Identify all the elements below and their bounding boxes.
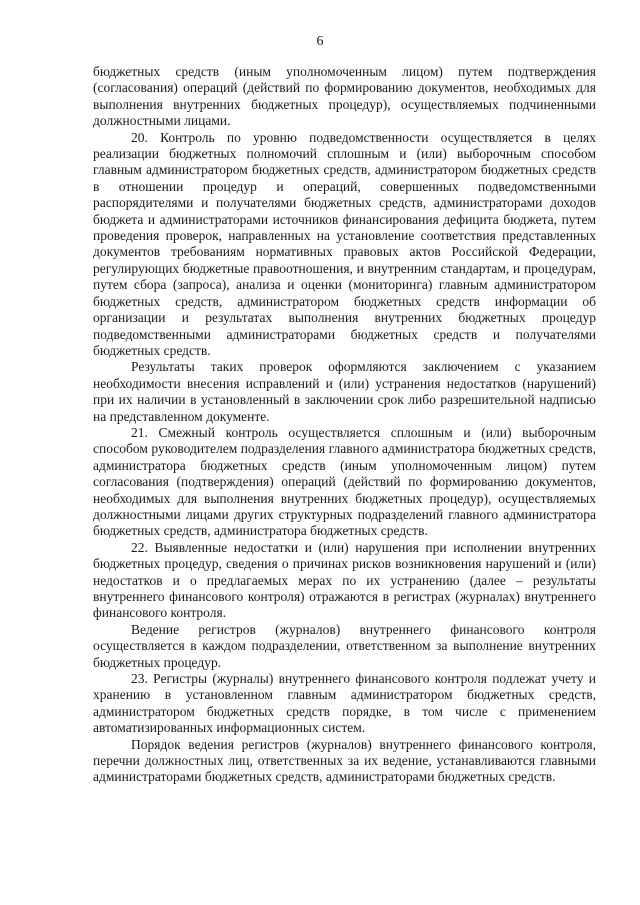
paragraph: бюджетных средств (иным уполномоченным лицом) путем подтверждения (согласования) операций (действий по формированию документов, необходимых для выполнения внутренних бюджетных процедур), осуществляемых подчиненными должностными лицами. [93, 64, 596, 129]
paragraph-clause-23: 23. Регистры (журналы) внутреннего финансового контроля подлежат учету и хранению в установленном главным администратором бюджетных средств, администратором бюджетных средств порядке, в том числе с применением автоматизированных информационных систем. [93, 671, 596, 736]
paragraph: Результаты таких проверок оформляются заключением с указанием необходимости внесения исправлений и (или) устранения недостатков (нарушений) при их наличии в установленный в заключении срок либо разрешительной надписью на представленном документе. [93, 359, 596, 424]
page-number: 6 [316, 34, 324, 49]
paragraph-clause-22: 22. Выявленные недостатки и (или) нарушения при исполнении внутренних бюджетных процедур, сведения о причинах рисков возникновения нарушений и (или) недостатков и о предлагаемых мерах по их устранению (далее – результаты внутреннего финансового контроля) отражаются в регистрах (журналах) внутреннего финансового контроля. [93, 539, 596, 621]
paragraph-clause-21: 21. Смежный контроль осуществляется сплошным и (или) выборочным способом руководителем подразделения главного администратора бюджетных средств, администратора бюджетных средств (иным уполномоченным лицом) путем согласования (подтверждения) операций (действий по формированию документов, необходимых для выполнения внутренних бюджетных процедур), осуществляемых должностными лицами других структурных подразделений главного администратора бюджетных средств, администратора бюджетных средств. [93, 424, 596, 539]
document-body [93, 64, 596, 786]
paragraph: Порядок ведения регистров (журналов) внутреннего финансового контроля, перечни должностных лиц, ответственных за их ведение, устанавливаются главными администраторами бюджетных средств, администраторами бюджетных средств. [93, 736, 596, 785]
paragraph: Ведение регистров (журналов) внутреннего финансового контроля осуществляется в каждом подразделении, ответственном за выполнение внутренних бюджетных процедур. [93, 621, 596, 670]
paragraph-clause-20: 20. Контроль по уровню подведомственности осуществляется в целях реализации бюджетных полномочий сплошным и (или) выборочным способом главным администратором бюджетных средств, администратором бюджетных средств в отношении процедур и операций, совершенных подведомственными распорядителями и получателями бюджетных средств, администраторами доходов бюджета и администраторами источников финансирования дефицита бюджета, путем проведения проверок, направленных на установление соответствия представленных документов требованиям нормативных правовых актов Российской Федерации, регулирующих бюджетные правоотношения, и внутренним стандартам, и процедурам, путем сбора (запроса), анализа и оценки (мониторинга) главным администратором бюджетных средств, администратором бюджетных средств информации об организации и результатах выполнения внутренних бюджетных процедур подведомственными администраторами бюджетных средств и получателями бюджетных средств. [93, 129, 596, 358]
